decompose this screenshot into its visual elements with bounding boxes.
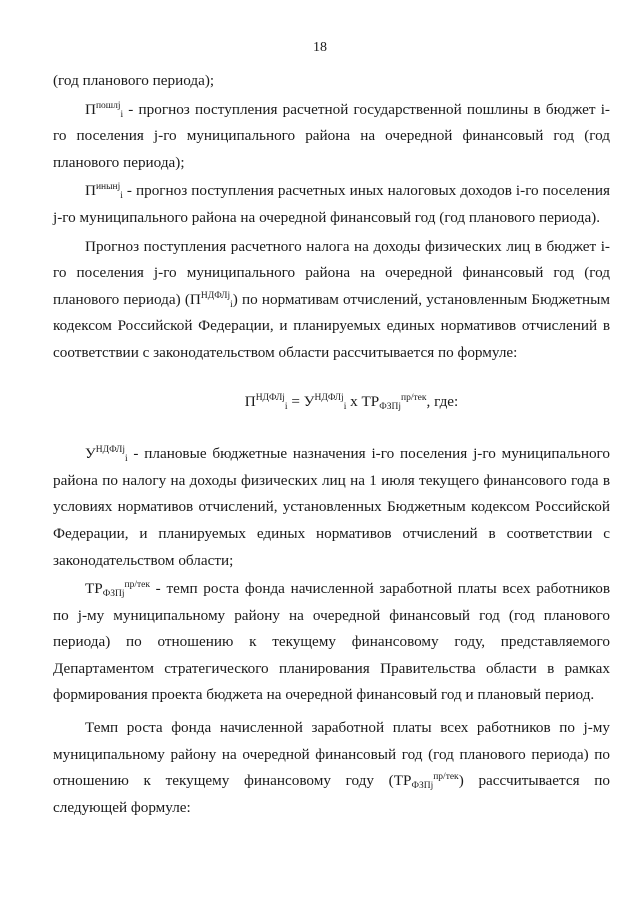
- subscript: i: [124, 454, 128, 465]
- subscript: ФЗПj: [102, 589, 125, 600]
- subscript: i: [343, 401, 347, 412]
- superscript: пр/тек: [401, 392, 427, 403]
- paragraph-budget-assignments: [53, 441, 610, 574]
- subscript: ФЗПj: [411, 781, 434, 792]
- superscript: НДФЛj: [255, 392, 285, 403]
- superscript: НДФЛj: [314, 392, 344, 403]
- page-number: 18: [313, 40, 327, 55]
- superscript: пошлj: [95, 100, 121, 111]
- paragraph-text: - плановые бюджетные назначения i-го поселения j-го муниципального района по налогу на доходы физических лиц на 1 июля текущего финансового года в условиях нормативов отчислений, установленных Бюджетным кодексом Российской Федерации, и планируемых единых нормативов отчислений в соответствии с законодательством области;: [53, 445, 610, 569]
- symbol-p: П: [189, 290, 201, 308]
- subscript: i: [284, 401, 288, 412]
- formula-lhs-symbol: П: [244, 392, 256, 410]
- superscript: НДФЛj: [95, 445, 125, 456]
- symbol-tr: ТР: [393, 772, 412, 790]
- superscript: пр/тек: [433, 772, 459, 783]
- subscript: i: [120, 191, 123, 202]
- formula-equals: =: [287, 392, 304, 410]
- symbol-u: У: [85, 445, 96, 463]
- paragraph-plan-period: (год планового периода);: [53, 72, 215, 89]
- superscript: пр/тек: [124, 580, 150, 591]
- symbol-p: П: [85, 100, 96, 118]
- paragraph-other-taxes: [53, 178, 610, 231]
- formula-ndfl: [53, 389, 610, 416]
- superscript: НДФЛj: [200, 290, 231, 301]
- paragraph-ndfl-forecast: [53, 234, 610, 367]
- formula-times: х: [346, 392, 362, 410]
- document-body: [53, 68, 610, 821]
- paragraph-wage-growth-rate: [53, 576, 610, 709]
- paragraph-text: ) по нормативам отчислений, установленным Бюджетным кодексом Российской Федерации, и планируемых единых нормативов отчислений в соответствии с законодательством области рассчитывается по формуле:: [53, 290, 610, 361]
- paragraph-state-duty: [53, 97, 610, 177]
- paragraph-text: - прогноз поступления расчетных иных налоговых доходов i-го поселения j-го муниципального района на очередной финансовый год (год планового периода).: [53, 182, 610, 226]
- paragraph-text: Прогноз поступления расчетного налога на доходы физических лиц в бюджет i-го поселения j-го муниципального района на очередной финансовый год (год планового периода) (: [53, 237, 610, 308]
- paragraph-text: - темп роста фонда начисленной заработной платы всех работников по j-му муниципальному району на очередной финансовый год (год планового периода) по отношению к текущему финансовому году, представляемого Департаментом стратегического планирования Правительства области в рамках формирования проекта бюджета на очередной финансовый год и плановый период.: [53, 580, 610, 704]
- subscript: i: [120, 109, 124, 120]
- formula-rhs-symbol: У: [303, 392, 315, 410]
- paragraph-text: - прогноз поступления расчетной государственной пошлины в бюджет i-го поселения j-го муниципального района на очередной финансовый год (год планового периода);: [53, 100, 610, 171]
- formula-rhs-symbol: ТР: [361, 392, 380, 410]
- paragraph-text: Темп роста фонда начисленной заработной платы всех работников по j-му муниципальному району на очередной финансовый год (год планового периода) по отношению к текущему финансовому году (: [53, 719, 610, 790]
- subscript: ФЗПj: [379, 401, 402, 412]
- paragraph-wage-growth-formula-intro: [53, 715, 610, 821]
- formula-tail: , где:: [426, 392, 459, 410]
- symbol-p: П: [85, 182, 96, 200]
- subscript: i: [230, 299, 233, 310]
- superscript: инынj: [95, 182, 121, 193]
- paragraph-text: ) рассчитывается по следующей формуле:: [53, 772, 610, 816]
- symbol-tr: ТР: [85, 580, 103, 598]
